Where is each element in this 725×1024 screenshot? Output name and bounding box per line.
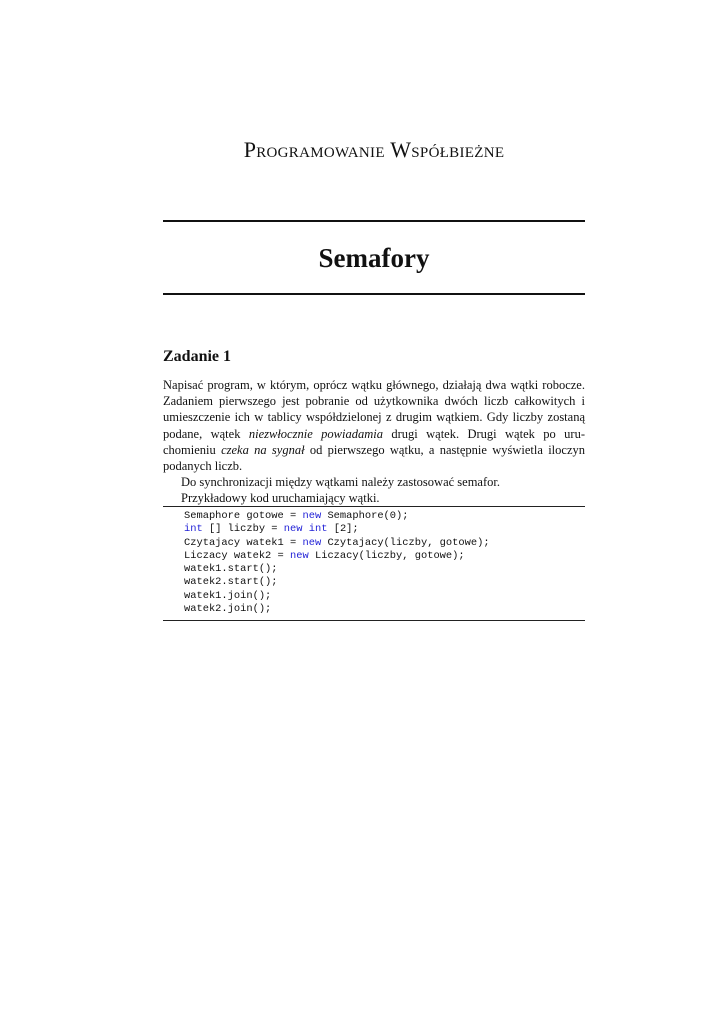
code-line [163,550,585,563]
code-line: watek1.start(); [184,563,278,576]
emphasis-text: niezwłocznie powiadamia [248,426,383,441]
emphasis-text: czeka na sygnał [221,442,305,457]
code-keyword: new [302,536,322,549]
code-keyword: int [308,523,328,536]
code-token: [2]; [327,523,359,536]
code-keyword: new [290,549,309,562]
task-paragraph-1 [163,377,585,474]
task-paragraph-2: Do synchronizacji między wątkami należy zastosować semafor. [181,475,500,490]
code-token: Liczacy watek2 = [184,549,291,562]
task-text: od pierwszego wątku, a następnie wyświetla iloczyn podanych liczb. [163,442,586,474]
task-heading: Zadanie 1 [163,348,232,365]
code-line: watek2.join(); [184,603,272,616]
code-token: Czytajacy watek1 = [184,536,303,549]
code-line [163,523,585,536]
task-paragraph-3: Przykładowy kod uruchamiający wątki. [181,491,380,506]
code-keyword: int [184,523,203,536]
code-line: watek2.start(); [184,576,278,589]
code-token: [] liczby = [202,523,284,536]
task-text: drugi wątek. Drugi wątek po uruchomieniu [163,426,585,457]
code-token: Semaphore gotowe = [184,510,303,522]
code-keyword: new [283,523,303,536]
code-listing [163,506,585,621]
code-token: Czytajacy(liczby, gotowe); [321,536,490,549]
title-rule-top [163,220,585,222]
code-line: watek1.join(); [184,589,272,602]
code-keyword: new [302,510,322,522]
course-title: Programowanie Współbieżne [243,137,505,162]
task-text: Napisać program, w którym, oprócz wątku głównego, działają dwa wątki robocze. Zadaniem pierwszego jest pobranie od użytkownika dwóch liczb całkowitych i umieszczenie ich w tablicy współdzielonej z drugim wątkiem. Gdy liczby zostaną podane, wątek [163,378,585,441]
code-line [163,510,585,523]
code-token: Liczacy(liczby, gotowe); [308,549,465,562]
code-line [163,537,585,550]
task-body [163,377,585,507]
title-rule-bottom [163,293,585,295]
document-title: Semafory [318,243,430,273]
code-token: Semaphore(0); [321,510,409,522]
